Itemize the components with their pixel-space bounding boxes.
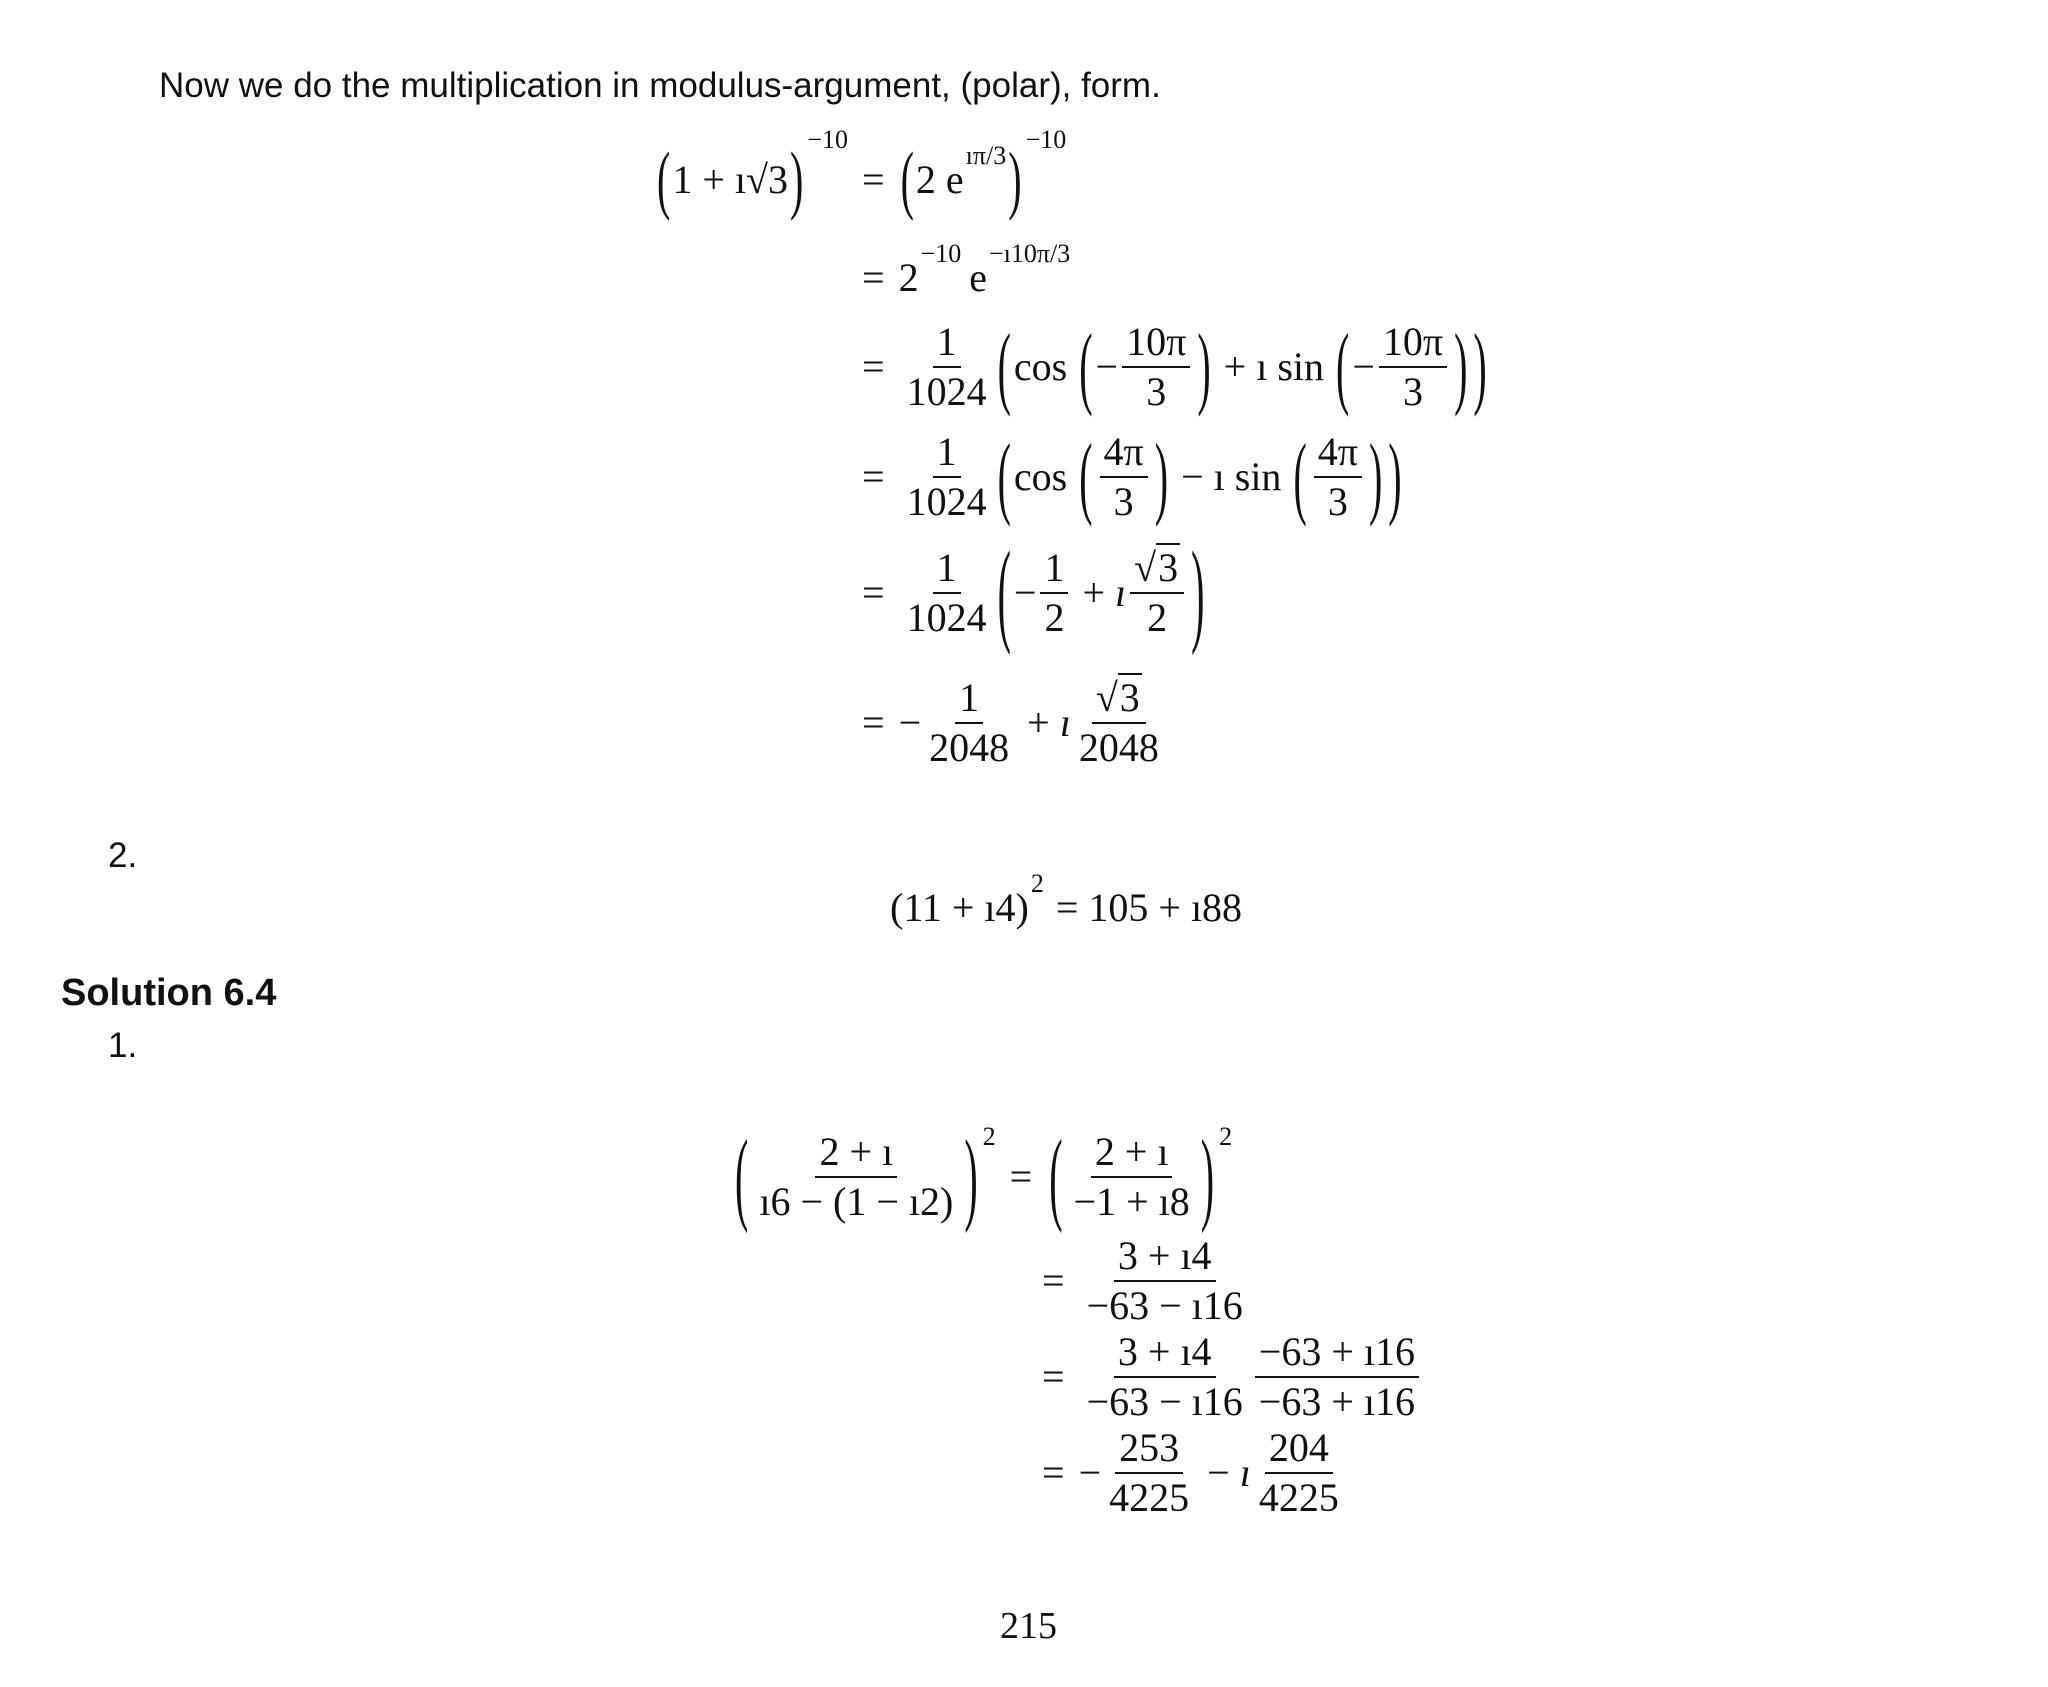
frac-num: 2 + ı	[1091, 1132, 1173, 1178]
frac-num: 1	[933, 432, 961, 478]
eq2	[890, 869, 1243, 930]
frac-den: ı6 − (1 − ı2)	[759, 1179, 954, 1224]
eq1-r1-exp: −10	[1025, 125, 1067, 154]
eq2-rhs: = 105 + ı88	[1055, 885, 1243, 930]
eq1-lhs-base: 1 + ı√3	[672, 157, 788, 202]
eq1-line3: = $\frac{1}{1024}$ ( cos ( − $\frac{10\pi}{3}$ ) + ı sin ( − $\frac{10\pi}{3}$ ) )	[862, 314, 1487, 418]
frac-num: 1	[1040, 548, 1068, 594]
eq3-line1: ( $\frac{2 + ı}{ı6 - (1 - ı2)}$ ) 2 = ( $\frac{2 + ı}{-1 + ı8}$ ) 2	[735, 1117, 1233, 1235]
cos-text: cos	[1013, 344, 1068, 389]
frac-num: 10π	[1379, 322, 1447, 368]
eq1-line5: = $\frac{1}{1024}$ ( − $\frac{1}{2}$ + ı $\frac{√3}{2}$ )	[862, 526, 1205, 657]
frac-num: −63 + ı16	[1255, 1332, 1419, 1378]
sqrt-radicand: 3	[1158, 545, 1179, 590]
eq1-line2: = 2 $^{-10}$ e $^{-ı10\pi/3}$	[862, 239, 1071, 300]
eq3-line4: = − $\frac{253}{4225}$ − ı $\frac{204}{4225}$	[1028, 1428, 1347, 1518]
frac-den: 3	[1402, 369, 1423, 414]
isin-text: ı sin	[1213, 454, 1282, 499]
frac-den: 3	[1113, 479, 1134, 524]
frac-den: 4225	[1258, 1475, 1339, 1520]
frac-num: 253	[1115, 1428, 1183, 1474]
frac-num: 1	[933, 322, 961, 368]
eq1-r2-base: 2	[898, 255, 919, 300]
eq1-r1-inner-exp: ıπ/3	[965, 141, 1007, 170]
eq2-exp: 2	[1030, 869, 1044, 898]
frac-num: 3 + ı4	[1114, 1236, 1216, 1282]
eq1-line1: ( 1 + ı√3 ) −10 = ( 2 e $^{ı\pi/3}$ ) −10	[657, 125, 1067, 222]
eq1-line6: = − $\frac{1}{2048}$ + ı $\frac{√3}{2048}$	[848, 678, 1167, 768]
frac-den: 1024	[906, 479, 987, 524]
eq3-line2: = $\frac{3 + ı4}{-63 - ı16}$	[1028, 1236, 1251, 1326]
eq3-line3: = $\frac{3 + ı4}{-63 - ı16}$ $\frac{-63 + ı16}{-63 + ı16}$	[1028, 1332, 1423, 1422]
frac-num: 4π	[1100, 432, 1148, 478]
eq3-exp: 2	[1219, 1122, 1233, 1151]
frac-num: 10π	[1122, 322, 1190, 368]
frac-den: −63 − ı16	[1086, 1379, 1243, 1424]
frac-num: 1	[955, 678, 983, 724]
eq1-line4: = $\frac{1}{1024}$ ( cos ( $\frac{4\pi}{3}$ ) − ı sin ( $\frac{4\pi}{3}$ ) )	[862, 424, 1402, 528]
item-number-1: 1.	[108, 1026, 138, 1065]
frac-num: 3 + ı4	[1114, 1332, 1216, 1378]
eq1-r2-exp1: −10	[920, 239, 962, 268]
frac-den: 1024	[906, 369, 987, 414]
frac-num: 4π	[1314, 432, 1362, 478]
eq1-r2-exp2: −ı10π/3	[989, 239, 1071, 268]
intro-text: Now we do the multiplication in modulus-argument, (polar), form.	[159, 66, 1161, 105]
sqrt-radicand: 3	[1119, 675, 1140, 720]
frac-num: 1	[933, 548, 961, 594]
frac-den: −63 − ı16	[1086, 1283, 1243, 1328]
frac-den: 4225	[1109, 1475, 1190, 1520]
eq1-r1-base: 2 e	[915, 157, 964, 202]
frac-den: 2	[1147, 595, 1168, 640]
cos-text: cos	[1013, 454, 1068, 499]
frac-den: 2048	[1078, 725, 1159, 770]
frac-num: 204	[1265, 1428, 1333, 1474]
frac-den: −1 + ı8	[1073, 1179, 1190, 1224]
frac-den: 3	[1327, 479, 1348, 524]
frac-den: 2	[1044, 595, 1065, 640]
frac-den: 2048	[929, 725, 1010, 770]
frac-den: 1024	[906, 595, 987, 640]
eq2-lhs: (11 + ı4)	[890, 885, 1029, 930]
solution-heading: Solution 6.4	[61, 972, 277, 1014]
page-number: 215	[1000, 1605, 1057, 1647]
eq1-r2-e: e	[969, 255, 987, 300]
isin-text: ı sin	[1256, 344, 1324, 389]
eq3-exp: 2	[982, 1122, 996, 1151]
item-number-2: 2.	[108, 836, 138, 875]
frac-den: −63 + ı16	[1258, 1379, 1416, 1424]
frac-den: 3	[1146, 369, 1167, 414]
eq1-lhs-exp: −10	[807, 125, 848, 154]
frac-num: 2 + ı	[815, 1132, 897, 1178]
